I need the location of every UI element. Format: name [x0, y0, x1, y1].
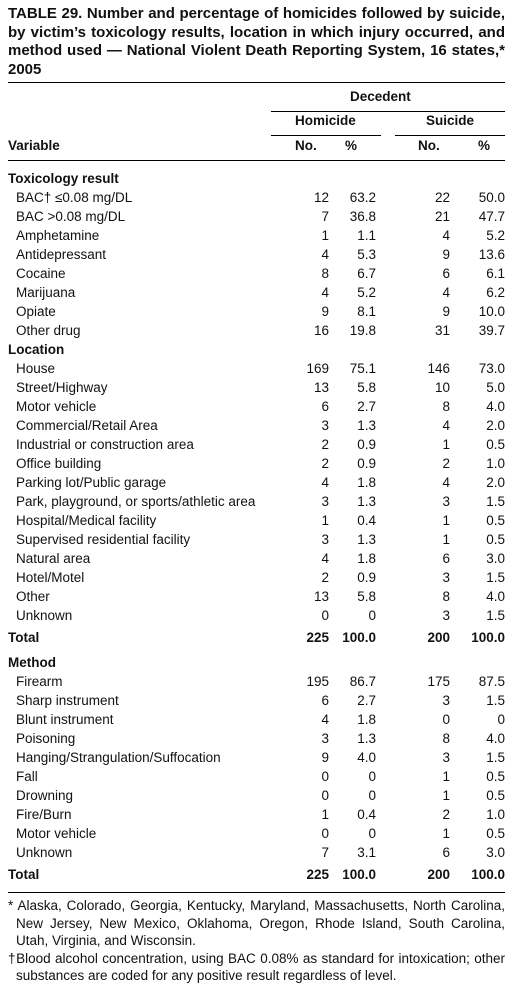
- row-label: House: [16, 361, 56, 376]
- suicide-no-cell: 2: [442, 807, 450, 822]
- suicide-pct-cell: 0.5: [486, 513, 505, 528]
- suicide-no-cell: 1: [442, 513, 450, 528]
- suicide-pct-cell: 39.7: [478, 323, 505, 338]
- homicide-no-cell: 225: [306, 867, 329, 882]
- suicide-no-cell: 22: [434, 190, 450, 205]
- section-heading: Location: [8, 342, 65, 357]
- suicide-pct-cell: 5.0: [486, 380, 505, 395]
- homicide-pct-cell: 100.0: [342, 630, 376, 645]
- homicide-pct-cell: 0.4: [357, 807, 376, 822]
- homicide-no-cell: 4: [321, 247, 329, 262]
- suicide-no-cell: 3: [442, 750, 450, 765]
- homicide-no-cell: 0: [321, 769, 329, 784]
- row-label: Sharp instrument: [16, 693, 119, 708]
- homicide-no-cell: 195: [306, 674, 329, 689]
- row-label: Park, playground, or sports/athletic area: [16, 494, 256, 509]
- suicide-pct-cell: 0.5: [486, 532, 505, 547]
- homicide-no-cell: 3: [321, 494, 329, 509]
- suicide-pct-cell: 0.5: [486, 826, 505, 841]
- homicide-pct-cell: 2.7: [357, 399, 376, 414]
- suicide-pct-cell: 47.7: [478, 209, 505, 224]
- table-row: [8, 302, 505, 321]
- homicide-no-cell: 4: [321, 712, 329, 727]
- table-row: [8, 473, 505, 492]
- row-label: Hospital/Medical facility: [16, 513, 157, 528]
- homicide-pct-cell: 1.3: [357, 418, 376, 433]
- suicide-no-cell: 1: [442, 769, 450, 784]
- row-label: Other drug: [16, 323, 81, 338]
- homicide-header: Homicide: [295, 113, 356, 128]
- section-heading-row: [8, 169, 505, 188]
- homicide-pct-cell: 0.4: [357, 513, 376, 528]
- row-label: Cocaine: [16, 266, 66, 281]
- suicide-no-cell: 4: [442, 285, 450, 300]
- homicide-pct-cell: 0.9: [357, 456, 376, 471]
- row-label: Parking lot/Public garage: [16, 475, 167, 490]
- row-label: Natural area: [16, 551, 91, 566]
- table-body: [8, 169, 505, 890]
- table-row: [8, 606, 505, 625]
- suicide-no-cell: 21: [434, 209, 450, 224]
- row-label: Commercial/Retail Area: [16, 418, 158, 433]
- homicide-no-cell: 0: [321, 788, 329, 803]
- homicide-pct-cell: 36.8: [349, 209, 376, 224]
- suicide-no-cell: 4: [442, 228, 450, 243]
- homicide-pct-cell: 19.8: [349, 323, 376, 338]
- suicide-pct-cell: 87.5: [478, 674, 505, 689]
- homicide-rule: [271, 135, 381, 136]
- suicide-header: Suicide: [426, 113, 475, 128]
- homicide-pct-cell: 63.2: [349, 190, 376, 205]
- homicide-no-cell: 6: [321, 399, 329, 414]
- table-row: [8, 378, 505, 397]
- suicide-no-cell: 3: [442, 608, 450, 623]
- homicide-no-cell: 13: [313, 589, 329, 604]
- table-header: [8, 83, 505, 169]
- table-title: TABLE 29. Number and percentage of homicides followed by suicide, by victim’s toxicology results, location in which injury occurred, and method used — National Violent Death Reporting System, 16 states,* 2005: [8, 5, 505, 78]
- homicide-no-cell: 3: [321, 731, 329, 746]
- table-row: [8, 188, 505, 207]
- decedent-header: Decedent: [350, 89, 411, 104]
- table-row: [8, 824, 505, 843]
- homicide-pct-cell: 75.1: [349, 361, 376, 376]
- row-label: Supervised residential facility: [16, 532, 191, 547]
- row-label: Antidepressant: [16, 247, 107, 262]
- suicide-pct-cell: 1.5: [486, 750, 505, 765]
- suicide-no-cell: 8: [442, 731, 450, 746]
- table-row: [8, 492, 505, 511]
- suicide-pct-cell: 1.5: [486, 608, 505, 623]
- homicide-pct-header: %: [345, 138, 358, 153]
- row-label: Unknown: [16, 845, 73, 860]
- table-row: [8, 321, 505, 340]
- variable-header: Variable: [8, 138, 60, 153]
- table-row: [8, 691, 505, 710]
- footnote-bac: †Blood alcohol concentration, using BAC 0.08% as standard for intoxication; other substances are coded for any positive result regardless of level.: [8, 950, 505, 983]
- homicide-no-cell: 2: [321, 570, 329, 585]
- suicide-no-cell: 3: [442, 693, 450, 708]
- suicide-no-cell: 1: [442, 826, 450, 841]
- homicide-no-cell: 8: [321, 266, 329, 281]
- homicide-no-cell: 0: [321, 608, 329, 623]
- homicide-pct-cell: 1.3: [357, 731, 376, 746]
- homicide-no-cell: 2: [321, 456, 329, 471]
- homicide-no-cell: 16: [313, 323, 329, 338]
- row-label: Other: [16, 589, 50, 604]
- row-label: Blunt instrument: [16, 712, 114, 727]
- total-row: [8, 865, 505, 884]
- table-row: [8, 748, 505, 767]
- row-label: Opiate: [16, 304, 56, 319]
- suicide-pct-cell: 73.0: [478, 361, 505, 376]
- homicide-pct-cell: 5.2: [357, 285, 376, 300]
- table-row: [8, 710, 505, 729]
- table-row: [8, 435, 505, 454]
- homicide-no-cell: 3: [321, 532, 329, 547]
- row-label: Marijuana: [16, 285, 76, 300]
- footnotes: [8, 897, 505, 985]
- suicide-pct-cell: 3.0: [486, 551, 505, 566]
- suicide-pct-header: %: [478, 138, 491, 153]
- suicide-pct-cell: 2.0: [486, 475, 505, 490]
- row-label: Motor vehicle: [16, 826, 97, 841]
- suicide-pct-cell: 1.5: [486, 494, 505, 509]
- homicide-no-cell: 4: [321, 551, 329, 566]
- suicide-no-cell: 6: [442, 551, 450, 566]
- homicide-pct-cell: 1.3: [357, 494, 376, 509]
- homicide-no-cell: 7: [321, 845, 329, 860]
- homicide-pct-cell: 1.1: [357, 228, 376, 243]
- homicide-no-cell: 3: [321, 418, 329, 433]
- table-row: [8, 843, 505, 862]
- table-row: [8, 729, 505, 748]
- row-label: Motor vehicle: [16, 399, 97, 414]
- homicide-no-cell: 7: [321, 209, 329, 224]
- suicide-no-cell: 4: [442, 475, 450, 490]
- suicide-no-cell: 6: [442, 845, 450, 860]
- suicide-pct-cell: 50.0: [478, 190, 505, 205]
- suicide-no-cell: 200: [427, 630, 450, 645]
- section-heading: Method: [8, 655, 56, 670]
- row-label: Drowning: [16, 788, 74, 803]
- suicide-pct-cell: 6.1: [486, 266, 505, 281]
- table-row: [8, 530, 505, 549]
- homicide-no-cell: 13: [313, 380, 329, 395]
- suicide-rule: [395, 135, 505, 136]
- bottom-rule: [8, 892, 505, 893]
- row-label: Street/Highway: [16, 380, 108, 395]
- homicide-pct-cell: 0.9: [357, 437, 376, 452]
- spacer-row: [8, 884, 505, 890]
- table-row: [8, 549, 505, 568]
- suicide-no-cell: 4: [442, 418, 450, 433]
- homicide-pct-cell: 0.9: [357, 570, 376, 585]
- suicide-pct-cell: 2.0: [486, 418, 505, 433]
- table-row: [8, 416, 505, 435]
- homicide-pct-cell: 3.1: [357, 845, 376, 860]
- homicide-pct-cell: 1.8: [357, 712, 376, 727]
- data-table: [8, 169, 505, 890]
- row-label: Hanging/Strangulation/Suffocation: [16, 750, 221, 765]
- suicide-pct-cell: 4.0: [486, 589, 505, 604]
- homicide-pct-cell: 2.7: [357, 693, 376, 708]
- row-label: Fall: [16, 769, 38, 784]
- row-label: BAC >0.08 mg/DL: [16, 209, 126, 224]
- homicide-no-cell: 9: [321, 304, 329, 319]
- row-label: Amphetamine: [16, 228, 100, 243]
- suicide-pct-cell: 0.5: [486, 769, 505, 784]
- row-label: Industrial or construction area: [16, 437, 194, 452]
- homicide-pct-cell: 1.8: [357, 551, 376, 566]
- table-row: [8, 454, 505, 473]
- section-heading-row: [8, 653, 505, 672]
- suicide-no-cell: 10: [434, 380, 450, 395]
- suicide-no-cell: 175: [427, 674, 450, 689]
- footnote-states: * Alaska, Colorado, Georgia, Kentucky, Maryland, Massachusetts, North Carolina, New Jersey, New Mexico, Oklahoma, Oregon, Rhode Island, South Carolina, Utah, Virginia, and Wisconsin.: [8, 898, 505, 948]
- row-label: Fire/Burn: [16, 807, 72, 822]
- homicide-pct-cell: 0: [368, 769, 376, 784]
- suicide-no-cell: 1: [442, 437, 450, 452]
- homicide-pct-cell: 1.3: [357, 532, 376, 547]
- total-row: [8, 628, 505, 647]
- table-row: [8, 511, 505, 530]
- table-row: [8, 568, 505, 587]
- table-row: [8, 805, 505, 824]
- homicide-pct-cell: 5.8: [357, 589, 376, 604]
- suicide-pct-cell: 6.2: [486, 285, 505, 300]
- suicide-pct-cell: 0: [497, 712, 505, 727]
- homicide-no-cell: 0: [321, 826, 329, 841]
- row-label: Total: [8, 630, 40, 645]
- homicide-pct-cell: 4.0: [357, 750, 376, 765]
- table-row: [8, 587, 505, 606]
- suicide-pct-cell: 4.0: [486, 731, 505, 746]
- table-row: [8, 397, 505, 416]
- suicide-no-cell: 8: [442, 589, 450, 604]
- suicide-no-cell: 1: [442, 788, 450, 803]
- decedent-rule: [271, 111, 505, 112]
- header-rule: [8, 160, 505, 161]
- homicide-no-cell: 1: [321, 513, 329, 528]
- suicide-pct-cell: 1.5: [486, 693, 505, 708]
- section-heading: Toxicology result: [8, 171, 119, 186]
- suicide-pct-cell: 0.5: [486, 437, 505, 452]
- table-row: [8, 359, 505, 378]
- suicide-no-cell: 9: [442, 304, 450, 319]
- row-label: Unknown: [16, 608, 73, 623]
- section-heading-row: [8, 340, 505, 359]
- suicide-pct-cell: 3.0: [486, 845, 505, 860]
- homicide-pct-cell: 1.8: [357, 475, 376, 490]
- homicide-pct-cell: 0: [368, 788, 376, 803]
- suicide-pct-cell: 1.0: [486, 456, 505, 471]
- homicide-pct-cell: 0: [368, 608, 376, 623]
- homicide-pct-cell: 100.0: [342, 867, 376, 882]
- homicide-no-cell: 225: [306, 630, 329, 645]
- homicide-no-cell: 2: [321, 437, 329, 452]
- suicide-pct-cell: 100.0: [471, 867, 505, 882]
- homicide-no-cell: 9: [321, 750, 329, 765]
- table-row: [8, 672, 505, 691]
- suicide-no-cell: 3: [442, 494, 450, 509]
- table-row: [8, 226, 505, 245]
- suicide-pct-cell: 0.5: [486, 788, 505, 803]
- suicide-pct-cell: 10.0: [478, 304, 505, 319]
- suicide-pct-cell: 4.0: [486, 399, 505, 414]
- suicide-no-cell: 9: [442, 247, 450, 262]
- spacer-cell: [8, 884, 505, 890]
- row-label: Total: [8, 867, 40, 882]
- homicide-pct-cell: 0: [368, 826, 376, 841]
- homicide-pct-cell: 5.3: [357, 247, 376, 262]
- table-row: [8, 767, 505, 786]
- suicide-pct-cell: 100.0: [471, 630, 505, 645]
- suicide-no-cell: 6: [442, 266, 450, 281]
- homicide-pct-cell: 5.8: [357, 380, 376, 395]
- row-label: Poisoning: [16, 731, 76, 746]
- suicide-no-cell: 8: [442, 399, 450, 414]
- suicide-pct-cell: 5.2: [486, 228, 505, 243]
- suicide-no-cell: 2: [442, 456, 450, 471]
- suicide-no-cell: 146: [427, 361, 450, 376]
- homicide-pct-cell: 86.7: [349, 674, 376, 689]
- suicide-pct-cell: 1.0: [486, 807, 505, 822]
- homicide-pct-cell: 6.7: [357, 266, 376, 281]
- suicide-no-cell: 1: [442, 532, 450, 547]
- table-row: [8, 245, 505, 264]
- homicide-no-cell: 169: [306, 361, 329, 376]
- suicide-pct-cell: 13.6: [478, 247, 505, 262]
- homicide-no-cell: 12: [313, 190, 329, 205]
- row-label: Firearm: [16, 674, 63, 689]
- row-label: Office building: [16, 456, 102, 471]
- homicide-no-cell: 6: [321, 693, 329, 708]
- homicide-no-cell: 1: [321, 228, 329, 243]
- suicide-no-cell: 3: [442, 570, 450, 585]
- row-label: Hotel/Motel: [16, 570, 85, 585]
- table-row: [8, 786, 505, 805]
- homicide-no-cell: 4: [321, 285, 329, 300]
- table-row: [8, 264, 505, 283]
- homicide-no-cell: 1: [321, 807, 329, 822]
- suicide-no-cell: 31: [434, 323, 450, 338]
- homicide-no-cell: 4: [321, 475, 329, 490]
- table-row: [8, 207, 505, 226]
- suicide-no-cell: 200: [427, 867, 450, 882]
- suicide-no-cell: 0: [442, 712, 450, 727]
- homicide-no-header: No.: [295, 138, 317, 153]
- suicide-no-header: No.: [418, 138, 440, 153]
- homicide-pct-cell: 8.1: [357, 304, 376, 319]
- row-label: BAC† ≤0.08 mg/DL: [16, 190, 133, 205]
- table-row: [8, 283, 505, 302]
- suicide-pct-cell: 1.5: [486, 570, 505, 585]
